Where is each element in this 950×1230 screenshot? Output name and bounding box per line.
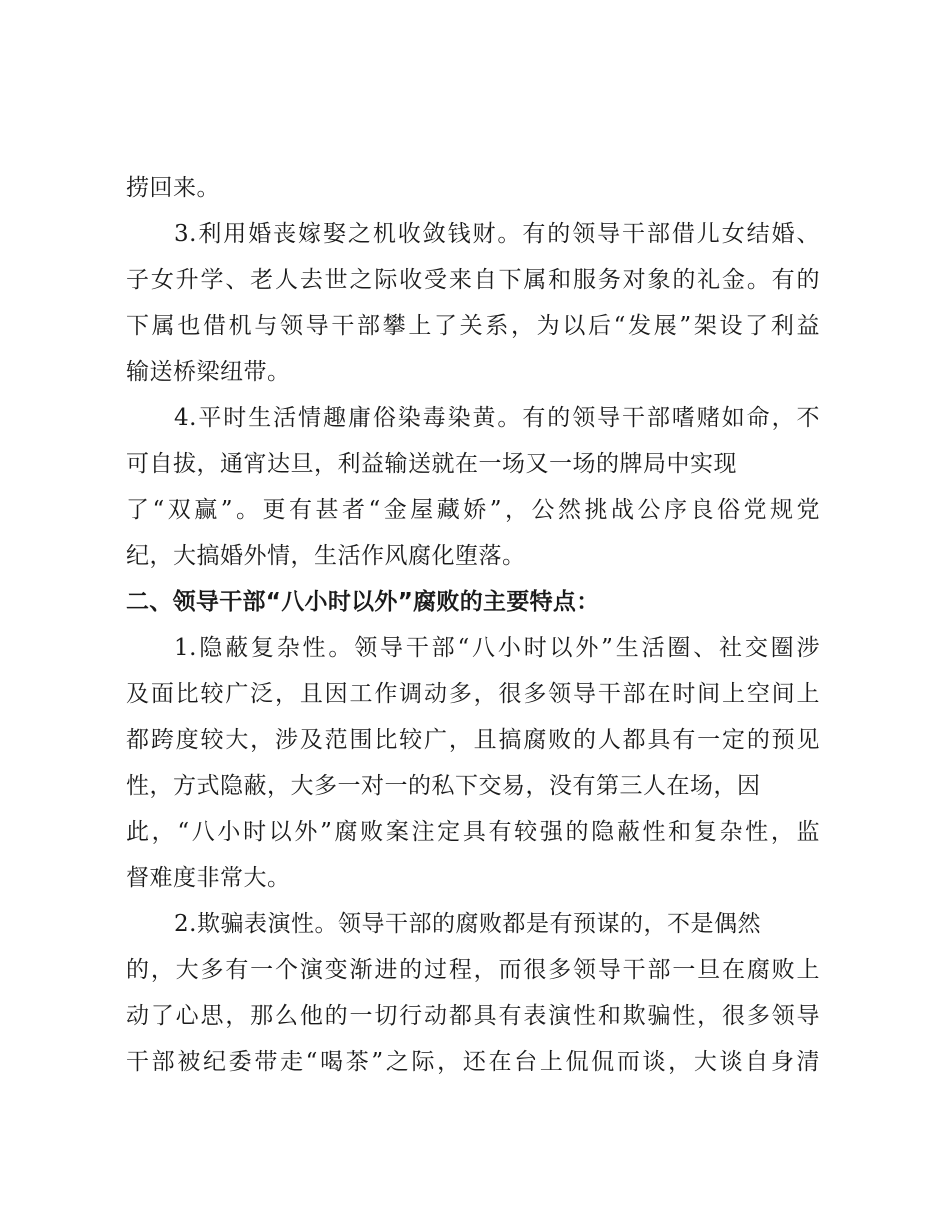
text-line: 此，“八小时以外”腐败案注定具有较强的隐蔽性和复杂性，监 (126, 819, 820, 845)
text-line: 3.利用婚丧嫁娶之机收敛钱财。有的领导干部借儿女结婚、 (174, 221, 820, 247)
text-line: 干部被纪委带走“喝茶”之际，还在台上侃侃而谈，大谈自身清 (126, 1049, 820, 1075)
body-text (126, 165, 820, 1085)
text-line: 动了心思，那么他的一切行动都具有表演性和欺骗性，很多领导 (126, 1003, 820, 1029)
text-line: 子女升学、老人去世之际收受来自下属和服务对象的礼金。有的 (126, 267, 820, 293)
text-line: 可自拔，通宵达旦，利益输送就在一场又一场的牌局中实现 (126, 451, 737, 477)
text-line: 都跨度较大，涉及范围比较广，且搞腐败的人都具有一定的预见 (126, 727, 820, 753)
text-line: 4.平时生活情趣庸俗染毒染黄。有的领导干部嗜赌如命，不 (174, 405, 820, 431)
text-line: 下属也借机与领导干部攀上了关系，为以后“发展”架设了利益 (126, 313, 820, 339)
text-line: 输送桥梁纽带。 (126, 359, 291, 385)
text-line: 1.隐蔽复杂性。领导干部“八小时以外”生活圈、社交圈涉 (174, 635, 820, 661)
text-line: 捞回来。 (126, 175, 220, 201)
text-line: 了“双赢”。更有甚者“金屋藏娇”，公然挑战公序良俗党规党 (126, 497, 820, 523)
text-line: 纪，大搞婚外情，生活作风腐化堕落。 (126, 543, 526, 569)
text-line: 的，大多有一个演变渐进的过程，而很多领导干部一旦在腐败上 (126, 957, 820, 983)
text-line: 2.欺骗表演性。领导干部的腐败都是有预谋的，不是偶然 (174, 911, 761, 937)
text-line: 督难度非常大。 (126, 865, 291, 891)
text-line: 及面比较广泛，且因工作调动多，很多领导干部在时间上空间上 (126, 681, 820, 707)
text-line: 性，方式隐蔽，大多一对一的私下交易，没有第三人在场，因 (126, 773, 761, 799)
section-heading: 二、领导干部“八小时以外”腐败的主要特点： (126, 589, 600, 615)
